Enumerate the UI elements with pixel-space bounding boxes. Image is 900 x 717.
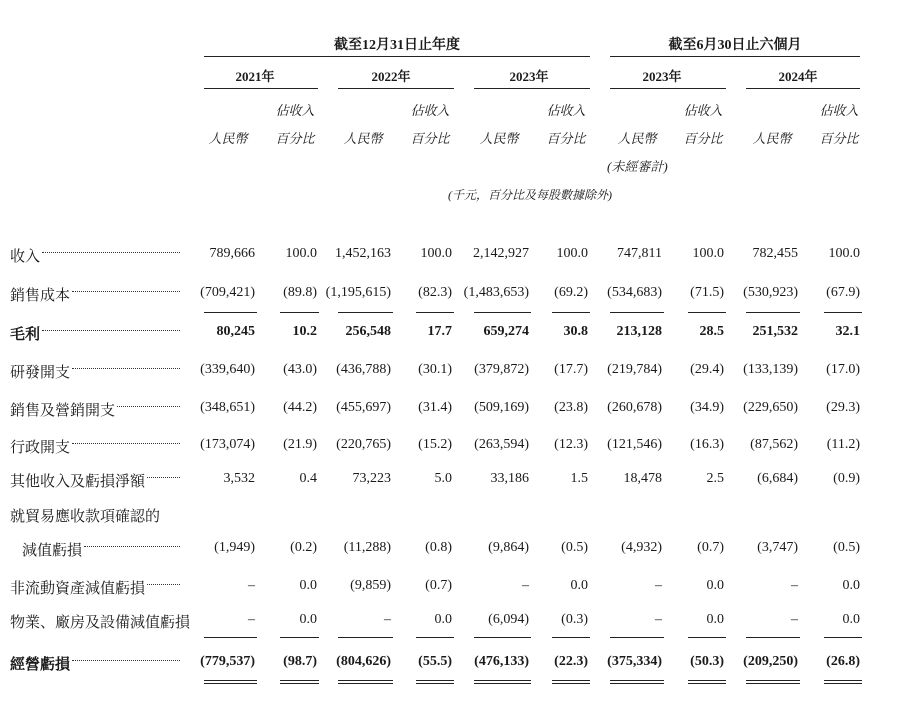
row-value: 2,142,927	[473, 246, 529, 261]
row-dot-leader	[72, 368, 180, 369]
row-value: 0.0	[434, 612, 452, 627]
row-value: (229,650)	[743, 400, 798, 415]
row-value: (219,784)	[607, 362, 662, 377]
header-year-rule	[204, 88, 318, 89]
header-rmb: 人民幣	[343, 131, 383, 146]
total-double-rule	[280, 683, 319, 684]
row-dot-leader	[72, 291, 180, 292]
row-label: 銷售成本	[10, 288, 71, 304]
total-double-rule	[552, 680, 590, 681]
total-double-rule	[474, 680, 531, 681]
row-value: (22.3)	[554, 654, 588, 669]
header-group-six-rule	[610, 56, 860, 57]
subtotal-rule	[280, 637, 319, 638]
row-value: 5.0	[434, 471, 452, 486]
subtotal-rule	[474, 312, 531, 313]
row-value: (34.9)	[690, 400, 724, 415]
header-pct-line1: 佔收入	[410, 103, 450, 118]
subtotal-rule	[610, 312, 664, 313]
header-year: 2023年	[509, 69, 549, 84]
row-value: (29.3)	[826, 400, 860, 415]
row-value: (534,683)	[607, 285, 662, 300]
header-pct-line1: 佔收入	[683, 103, 723, 118]
header-group-six-months: 截至6月30日止六個月	[668, 38, 802, 53]
row-value: (1,195,615)	[325, 285, 391, 300]
row-value: 782,455	[752, 246, 798, 261]
row-value: 0.0	[299, 612, 317, 627]
row-value: –	[248, 612, 255, 627]
row-value: 100.0	[692, 246, 724, 261]
row-value: –	[522, 578, 529, 593]
row-value: (1,483,653)	[463, 285, 529, 300]
subtotal-rule	[416, 312, 454, 313]
row-value: 32.1	[835, 324, 860, 339]
row-value: (50.3)	[690, 654, 724, 669]
row-value: 100.0	[556, 246, 588, 261]
total-double-rule	[204, 680, 257, 681]
row-value: (779,537)	[200, 654, 255, 669]
row-value: 256,548	[345, 324, 391, 339]
total-double-rule	[824, 680, 862, 681]
header-pct-line2: 百分比	[410, 131, 450, 146]
header-rmb: 人民幣	[479, 131, 519, 146]
row-value: (21.9)	[283, 437, 317, 452]
header-year-rule	[338, 88, 454, 89]
header-year-rule	[474, 88, 590, 89]
row-value: (11.2)	[826, 437, 860, 452]
row-value: (0.7)	[697, 540, 724, 555]
row-value: (71.5)	[690, 285, 724, 300]
row-label: 非流動資產減值虧損	[10, 581, 146, 597]
row-value: (0.5)	[561, 540, 588, 555]
row-label: 毛利	[10, 327, 41, 343]
header-pct-line1: 佔收入	[546, 103, 586, 118]
subtotal-rule	[688, 637, 726, 638]
subtotal-rule	[552, 312, 590, 313]
row-value: (67.9)	[826, 285, 860, 300]
total-double-rule	[688, 680, 726, 681]
row-label: 收入	[10, 249, 41, 265]
total-double-rule	[688, 683, 726, 684]
row-label: 研發開支	[10, 365, 71, 381]
subtotal-rule	[746, 312, 800, 313]
row-value: (375,334)	[607, 654, 662, 669]
row-value: (0.2)	[290, 540, 317, 555]
row-dot-leader	[72, 660, 180, 661]
row-value: 1.5	[570, 471, 588, 486]
row-value: (89.8)	[283, 285, 317, 300]
header-unit-note: (千元，百分比及每股數據除外)	[448, 188, 612, 202]
subtotal-rule	[688, 312, 726, 313]
row-value: 17.7	[427, 324, 452, 339]
subtotal-rule	[474, 637, 531, 638]
row-value: –	[791, 578, 798, 593]
row-value: 747,811	[617, 246, 662, 261]
row-value: (121,546)	[607, 437, 662, 452]
row-value: (9,859)	[350, 578, 391, 593]
header-year: 2023年	[642, 69, 682, 84]
total-double-rule	[474, 683, 531, 684]
row-value: 100.0	[828, 246, 860, 261]
total-double-rule	[204, 683, 257, 684]
row-value: 10.2	[292, 324, 317, 339]
row-value: (3,747)	[757, 540, 798, 555]
row-value: (30.1)	[418, 362, 452, 377]
total-double-rule	[416, 683, 454, 684]
row-value: 213,128	[616, 324, 662, 339]
total-double-rule	[746, 683, 800, 684]
subtotal-rule	[338, 312, 393, 313]
subtotal-rule	[824, 637, 862, 638]
row-value: (55.5)	[418, 654, 452, 669]
row-dot-leader	[72, 443, 180, 444]
row-value: (1,949)	[214, 540, 255, 555]
row-value: (12.3)	[554, 437, 588, 452]
row-value: 2.5	[706, 471, 724, 486]
subtotal-rule	[552, 637, 590, 638]
row-value: (804,626)	[336, 654, 391, 669]
row-value: 0.4	[299, 471, 317, 486]
row-label: 銷售及營銷開支	[10, 403, 116, 419]
row-label: 其他收入及虧損淨額	[10, 474, 146, 490]
row-value: –	[655, 578, 662, 593]
row-value: 789,666	[209, 246, 255, 261]
row-value: (6,094)	[488, 612, 529, 627]
row-value: (17.0)	[826, 362, 860, 377]
row-value: 1,452,163	[335, 246, 391, 261]
row-value: 33,186	[490, 471, 529, 486]
subtotal-rule	[416, 637, 454, 638]
row-value: –	[655, 612, 662, 627]
total-double-rule	[746, 680, 800, 681]
row-value: (530,923)	[743, 285, 798, 300]
row-value: (82.3)	[418, 285, 452, 300]
row-value: (455,697)	[336, 400, 391, 415]
subtotal-rule	[824, 312, 862, 313]
row-value: (348,651)	[200, 400, 255, 415]
header-year-rule	[610, 88, 726, 89]
header-unaudited: (未經審計)	[607, 159, 668, 174]
header-year-rule	[746, 88, 860, 89]
row-value: 100.0	[285, 246, 317, 261]
row-value: (436,788)	[336, 362, 391, 377]
total-double-rule	[416, 680, 454, 681]
row-value: (4,932)	[621, 540, 662, 555]
row-value: (339,640)	[200, 362, 255, 377]
header-year: 2022年	[371, 69, 411, 84]
row-value: (263,594)	[474, 437, 529, 452]
row-value: (709,421)	[200, 285, 255, 300]
subtotal-rule	[204, 637, 257, 638]
row-value: (11,288)	[343, 540, 391, 555]
row-value: 659,274	[483, 324, 529, 339]
header-pct-line2: 百分比	[683, 131, 723, 146]
row-value: (476,133)	[474, 654, 529, 669]
total-double-rule	[338, 683, 393, 684]
row-value: 0.0	[706, 612, 724, 627]
row-value: –	[791, 612, 798, 627]
total-double-rule	[280, 680, 319, 681]
row-value: 28.5	[699, 324, 724, 339]
row-value: (133,139)	[743, 362, 798, 377]
row-value: 73,223	[352, 471, 391, 486]
row-dot-leader	[42, 252, 180, 253]
header-pct-line2: 百分比	[546, 131, 586, 146]
row-value: –	[248, 578, 255, 593]
header-pct-line1: 佔收入	[819, 103, 859, 118]
row-label: 物業、廠房及設備減值虧損	[10, 615, 191, 631]
row-value: (98.7)	[283, 654, 317, 669]
row-value: (69.2)	[554, 285, 588, 300]
subtotal-rule	[204, 312, 257, 313]
total-double-rule	[824, 683, 862, 684]
header-pct-line2: 百分比	[819, 131, 859, 146]
subtotal-rule	[746, 637, 800, 638]
total-double-rule	[552, 683, 590, 684]
subtotal-rule	[338, 637, 393, 638]
total-double-rule	[610, 683, 664, 684]
row-label: 行政開支	[10, 440, 71, 456]
row-value: (0.7)	[425, 578, 452, 593]
row-value: 3,532	[223, 471, 255, 486]
row-value: 100.0	[420, 246, 452, 261]
row-value: (43.0)	[283, 362, 317, 377]
header-group-year: 截至12月31日止年度	[334, 38, 460, 53]
row-value: (0.9)	[833, 471, 860, 486]
subtotal-rule	[610, 637, 664, 638]
header-rmb: 人民幣	[752, 131, 792, 146]
total-double-rule	[610, 680, 664, 681]
row-value: (173,074)	[200, 437, 255, 452]
row-value: (0.5)	[833, 540, 860, 555]
header-pct-line2: 百分比	[275, 131, 315, 146]
row-value: (87,562)	[750, 437, 798, 452]
row-value: (15.2)	[418, 437, 452, 452]
header-group-year-rule	[204, 56, 590, 57]
row-value: 80,245	[216, 324, 255, 339]
row-value: –	[384, 612, 391, 627]
row-label: 經營虧損	[10, 657, 71, 673]
row-value: 0.0	[842, 578, 860, 593]
total-double-rule	[338, 680, 393, 681]
row-value: (9,864)	[488, 540, 529, 555]
header-pct-line1: 佔收入	[275, 103, 315, 118]
row-value: (23.8)	[554, 400, 588, 415]
row-value: (209,250)	[743, 654, 798, 669]
row-value: 0.0	[299, 578, 317, 593]
row-value: (26.8)	[826, 654, 860, 669]
row-value: (0.3)	[561, 612, 588, 627]
header-year: 2024年	[778, 69, 818, 84]
row-value: (220,765)	[336, 437, 391, 452]
row-value: 0.0	[706, 578, 724, 593]
row-value: 251,532	[752, 324, 798, 339]
row-value: 30.8	[563, 324, 588, 339]
row-value: (379,872)	[474, 362, 529, 377]
header-rmb: 人民幣	[208, 131, 248, 146]
row-value: (44.2)	[283, 400, 317, 415]
header-rmb: 人民幣	[617, 131, 657, 146]
row-value: (6,684)	[757, 471, 798, 486]
row-label: 減值虧損	[22, 543, 83, 559]
row-value: (29.4)	[690, 362, 724, 377]
row-value: (509,169)	[474, 400, 529, 415]
row-dot-leader	[42, 330, 180, 331]
row-value: (0.8)	[425, 540, 452, 555]
subtotal-rule	[280, 312, 319, 313]
row-value: (17.7)	[554, 362, 588, 377]
row-value: (16.3)	[690, 437, 724, 452]
row-label: 就貿易應收款項確認的	[10, 509, 161, 525]
row-value: (31.4)	[418, 400, 452, 415]
row-value: 0.0	[842, 612, 860, 627]
row-value: 18,478	[623, 471, 662, 486]
row-value: 0.0	[570, 578, 588, 593]
row-value: (260,678)	[607, 400, 662, 415]
header-year: 2021年	[235, 69, 275, 84]
